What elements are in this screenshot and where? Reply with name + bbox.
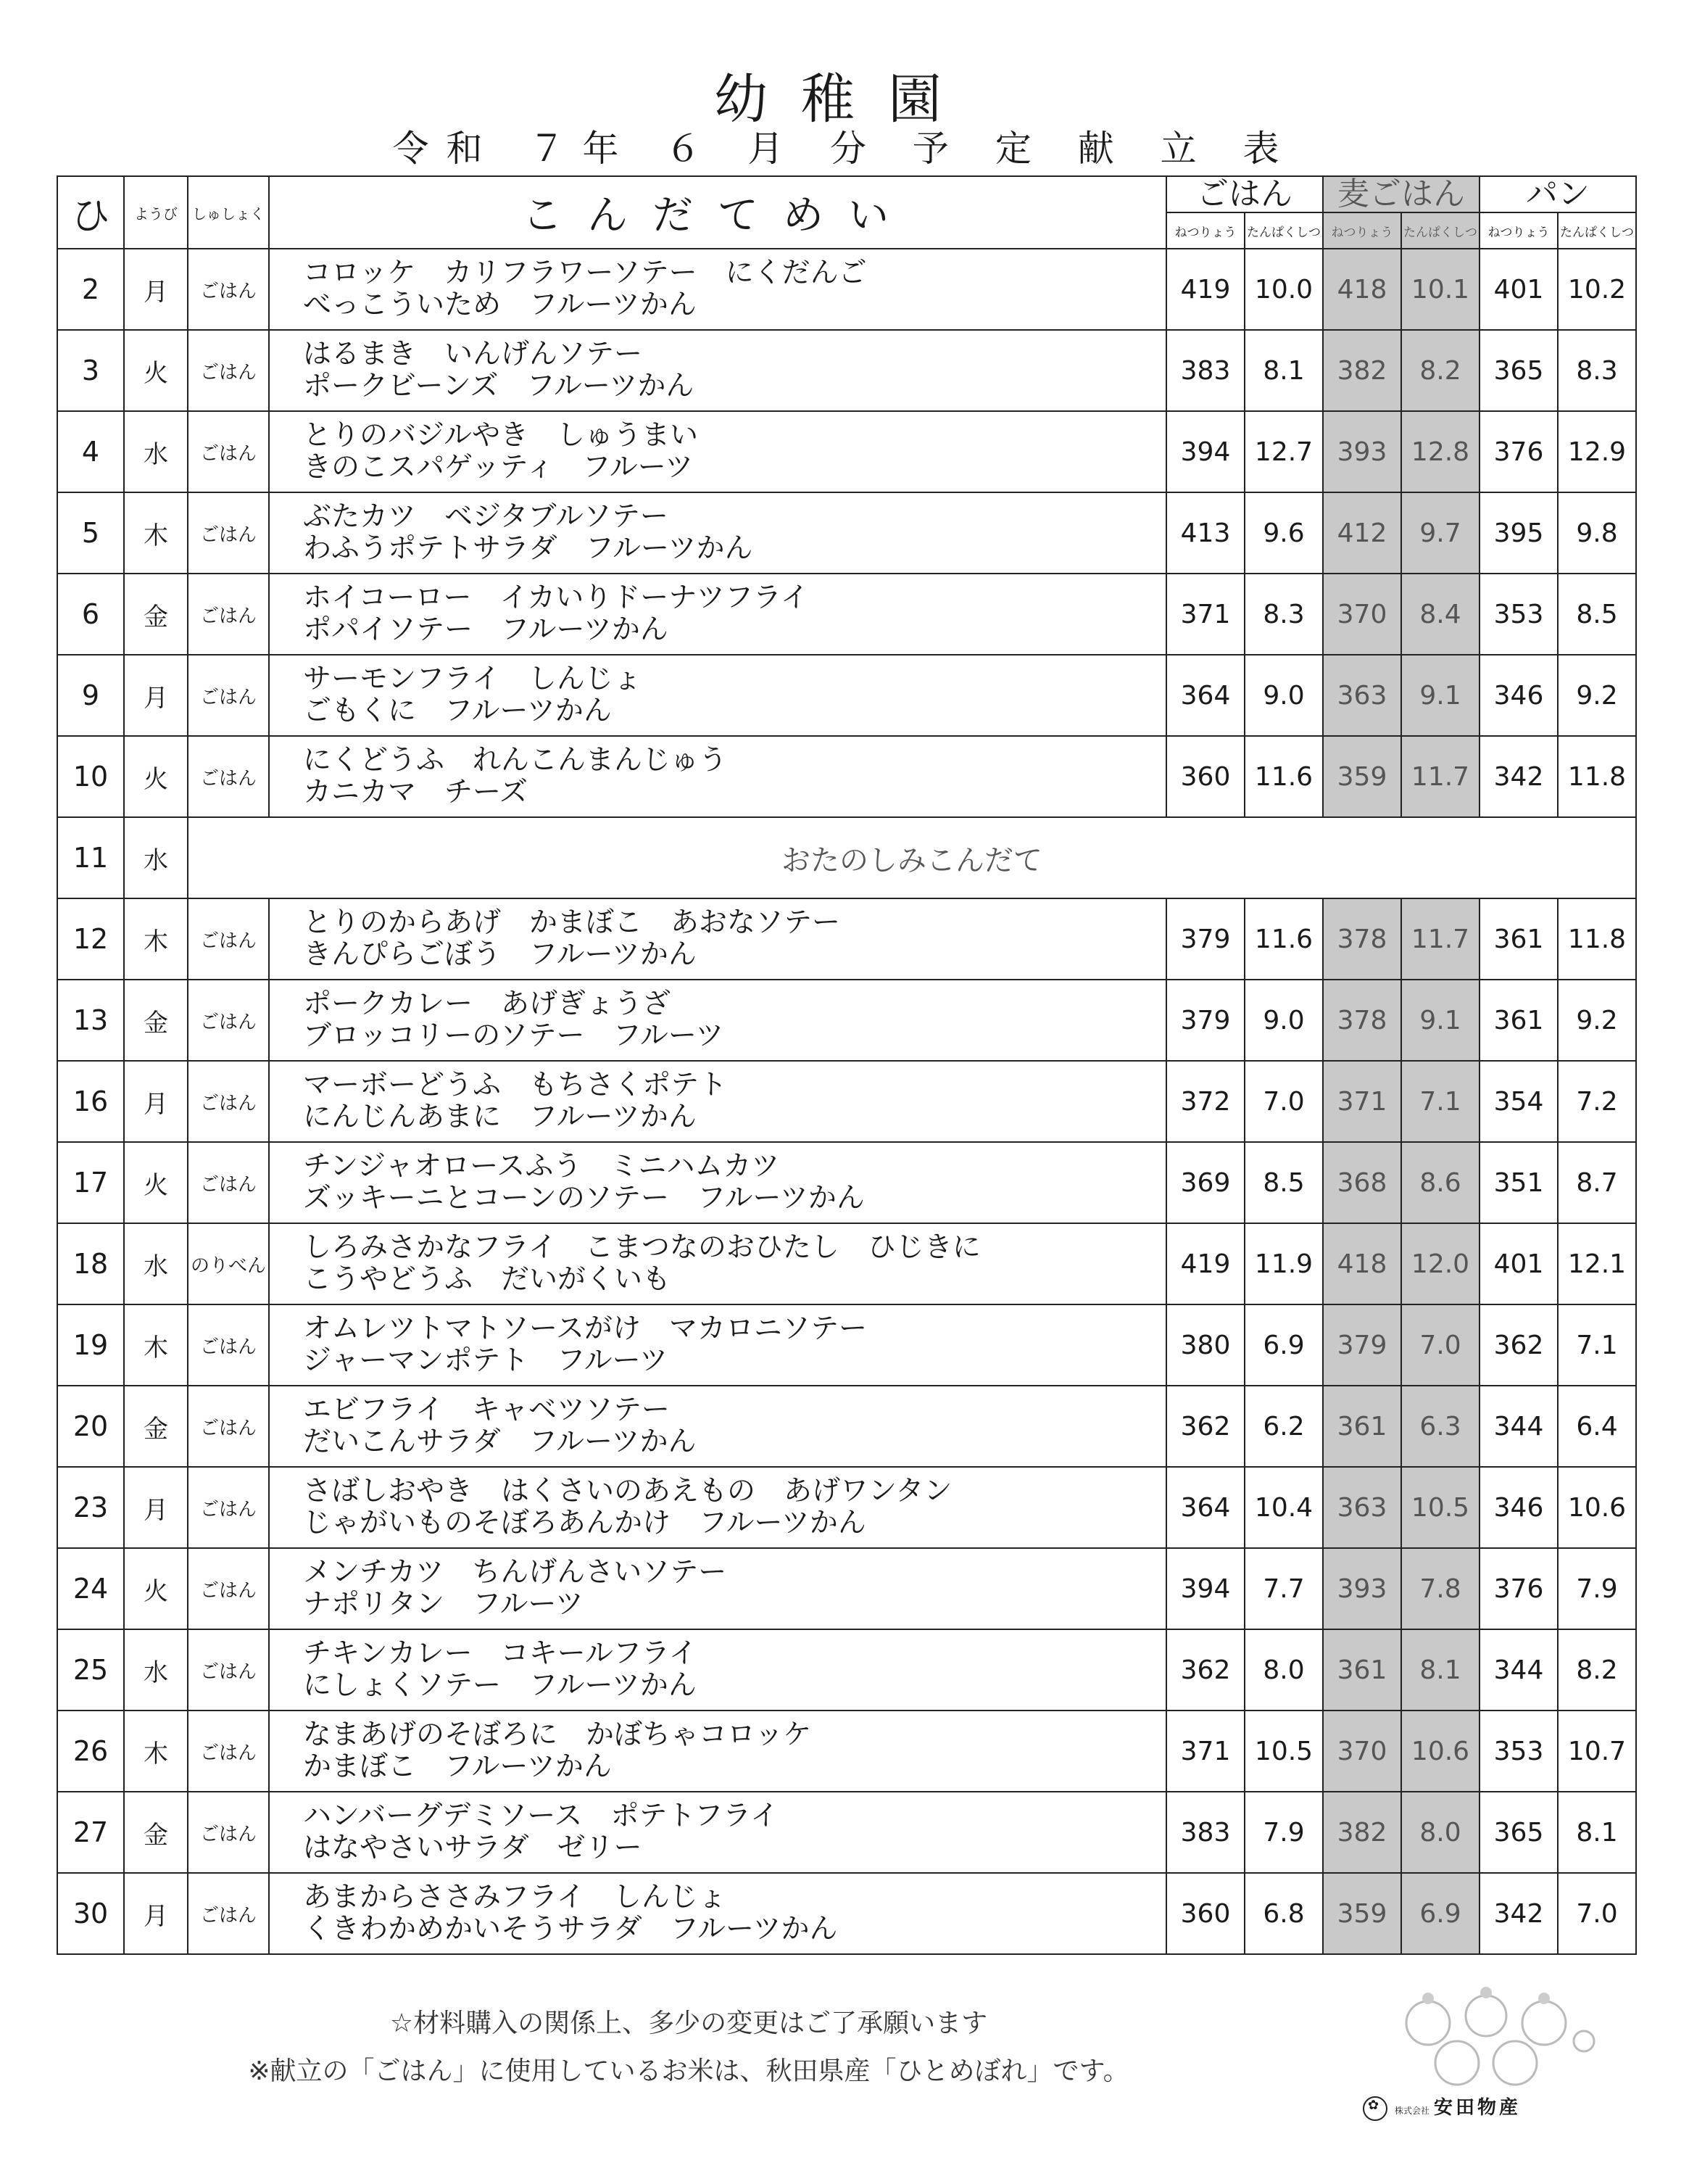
barley-energy-cell: 359 xyxy=(1323,1873,1401,1954)
bread-protein-cell: 10.7 xyxy=(1558,1711,1636,1792)
rice-energy-cell: 371 xyxy=(1166,574,1245,655)
barley-energy-cell: 418 xyxy=(1323,249,1401,330)
weekday-cell: 水 xyxy=(124,817,188,898)
rice-energy-cell: 372 xyxy=(1166,1061,1245,1142)
header-staple: しゅしょく xyxy=(188,176,269,249)
staple-cell: のりべん xyxy=(188,1223,269,1304)
header-day: ひ xyxy=(57,176,124,249)
barley-protein-cell: 8.6 xyxy=(1401,1142,1480,1223)
rice-energy-cell: 380 xyxy=(1166,1304,1245,1386)
menu-cell: コロッケ カリフラワーソテー にくだんご べっこういため フルーツかん xyxy=(269,249,1166,330)
menu-cell: しろみさかなフライ こまつなのおひたし ひじきに こうやどうふ だいがくいも xyxy=(269,1223,1166,1304)
bread-energy-cell: 353 xyxy=(1480,574,1558,655)
header-energy: ねつりょう xyxy=(1166,212,1245,249)
rice-protein-cell: 11.6 xyxy=(1245,898,1323,980)
rice-energy-cell: 413 xyxy=(1166,492,1245,574)
day-cell: 20 xyxy=(57,1386,124,1467)
bread-energy-cell: 365 xyxy=(1480,330,1558,411)
barley-energy-cell: 363 xyxy=(1323,655,1401,736)
bread-protein-cell: 9.8 xyxy=(1558,492,1636,574)
day-cell: 19 xyxy=(57,1304,124,1386)
rice-protein-cell: 6.8 xyxy=(1245,1873,1323,1954)
day-cell: 17 xyxy=(57,1142,124,1223)
staple-cell: ごはん xyxy=(188,1142,269,1223)
rice-energy-cell: 383 xyxy=(1166,330,1245,411)
staple-cell: ごはん xyxy=(188,1304,269,1386)
bread-protein-cell: 11.8 xyxy=(1558,736,1636,817)
barley-energy-cell: 418 xyxy=(1323,1223,1401,1304)
bread-energy-cell: 342 xyxy=(1480,1873,1558,1954)
rice-protein-cell: 7.7 xyxy=(1245,1548,1323,1629)
table-row xyxy=(57,330,1636,411)
rice-protein-cell: 7.0 xyxy=(1245,1061,1323,1142)
barley-energy-cell: 361 xyxy=(1323,1386,1401,1467)
bread-energy-cell: 401 xyxy=(1480,1223,1558,1304)
bread-energy-cell: 346 xyxy=(1480,655,1558,736)
rice-energy-cell: 383 xyxy=(1166,1792,1245,1873)
rice-protein-cell: 9.0 xyxy=(1245,980,1323,1061)
day-cell: 13 xyxy=(57,980,124,1061)
table-row xyxy=(57,817,1636,898)
bread-energy-cell: 401 xyxy=(1480,249,1558,330)
menu-cell: ハンバーグデミソース ポテトフライ はなやさいサラダ ゼリー xyxy=(269,1792,1166,1873)
bread-protein-cell: 12.1 xyxy=(1558,1223,1636,1304)
table-row xyxy=(57,1467,1636,1548)
barley-energy-cell: 379 xyxy=(1323,1304,1401,1386)
weekday-cell: 金 xyxy=(124,1386,188,1467)
staple-cell: ごはん xyxy=(188,411,269,492)
bread-energy-cell: 361 xyxy=(1480,898,1558,980)
table-row xyxy=(57,736,1636,817)
rice-protein-cell: 10.0 xyxy=(1245,249,1323,330)
bread-energy-cell: 376 xyxy=(1480,411,1558,492)
header-barley-rice: 麦ごはん xyxy=(1323,176,1480,212)
rice-protein-cell: 6.9 xyxy=(1245,1304,1323,1386)
bread-protein-cell: 10.2 xyxy=(1558,249,1636,330)
barley-energy-cell: 368 xyxy=(1323,1142,1401,1223)
rice-energy-cell: 364 xyxy=(1166,655,1245,736)
barley-protein-cell: 12.8 xyxy=(1401,411,1480,492)
company-name: ✿株式会社 安田物産 xyxy=(1363,2093,1521,2121)
rice-protein-cell: 6.2 xyxy=(1245,1386,1323,1467)
rice-energy-cell: 360 xyxy=(1166,736,1245,817)
bread-energy-cell: 354 xyxy=(1480,1061,1558,1142)
bread-protein-cell: 10.6 xyxy=(1558,1467,1636,1548)
rice-energy-cell: 394 xyxy=(1166,411,1245,492)
barley-energy-cell: 363 xyxy=(1323,1467,1401,1548)
header-energy: ねつりょう xyxy=(1323,212,1401,249)
bread-protein-cell: 9.2 xyxy=(1558,980,1636,1061)
rice-protein-cell: 8.1 xyxy=(1245,330,1323,411)
rice-energy-cell: 362 xyxy=(1166,1629,1245,1711)
menu-cell: マーボーどうふ もちさくポテト にんじんあまに フルーツかん xyxy=(269,1061,1166,1142)
barley-protein-cell: 7.8 xyxy=(1401,1548,1480,1629)
staple-cell: ごはん xyxy=(188,1386,269,1467)
table-row xyxy=(57,1142,1636,1223)
bread-protein-cell: 6.4 xyxy=(1558,1386,1636,1467)
staple-cell: ごはん xyxy=(188,980,269,1061)
header-protein: たんぱくしつ xyxy=(1558,212,1636,249)
barley-energy-cell: 371 xyxy=(1323,1061,1401,1142)
staple-cell: ごはん xyxy=(188,574,269,655)
barley-protein-cell: 11.7 xyxy=(1401,736,1480,817)
rice-protein-cell: 8.5 xyxy=(1245,1142,1323,1223)
barley-protein-cell: 12.0 xyxy=(1401,1223,1480,1304)
weekday-cell: 木 xyxy=(124,1711,188,1792)
menu-cell: オムレツトマトソースがけ マカロニソテー ジャーマンポテト フルーツ xyxy=(269,1304,1166,1386)
day-cell: 4 xyxy=(57,411,124,492)
day-cell: 3 xyxy=(57,330,124,411)
bread-energy-cell: 365 xyxy=(1480,1792,1558,1873)
note-material: ☆材料購入の関係上、多少の変更はご了承願います xyxy=(389,2009,988,2038)
rice-energy-cell: 419 xyxy=(1166,1223,1245,1304)
day-cell: 26 xyxy=(57,1711,124,1792)
bread-energy-cell: 353 xyxy=(1480,1711,1558,1792)
menu-cell: ぶたカツ ベジタブルソテー わふうポテトサラダ フルーツかん xyxy=(269,492,1166,574)
weekday-cell: 水 xyxy=(124,411,188,492)
day-cell: 16 xyxy=(57,1061,124,1142)
menu-cell: チンジャオロースふう ミニハムカツ ズッキーニとコーンのソテー フルーツかん xyxy=(269,1142,1166,1223)
barley-energy-cell: 370 xyxy=(1323,574,1401,655)
bread-energy-cell: 342 xyxy=(1480,736,1558,817)
menu-cell: サーモンフライ しんじょ ごもくに フルーツかん xyxy=(269,655,1166,736)
weekday-cell: 木 xyxy=(124,898,188,980)
barley-protein-cell: 10.5 xyxy=(1401,1467,1480,1548)
table-row xyxy=(57,1711,1636,1792)
barley-protein-cell: 10.6 xyxy=(1401,1711,1480,1792)
bread-protein-cell: 7.0 xyxy=(1558,1873,1636,1954)
bread-protein-cell: 8.2 xyxy=(1558,1629,1636,1711)
barley-energy-cell: 393 xyxy=(1323,1548,1401,1629)
menu-cell: ホイコーロー イカいりドーナツフライ ポパイソテー フルーツかん xyxy=(269,574,1166,655)
menu-cell: チキンカレー コキールフライ にしょくソテー フルーツかん xyxy=(269,1629,1166,1711)
weekday-cell: 木 xyxy=(124,1304,188,1386)
menu-cell: とりのからあげ かまぼこ あおなソテー きんぴらごぼう フルーツかん xyxy=(269,898,1166,980)
staple-cell: ごはん xyxy=(188,1792,269,1873)
page-title: 幼稚園 xyxy=(714,68,975,131)
menu-body xyxy=(57,249,1636,1954)
weekday-cell: 月 xyxy=(124,655,188,736)
staple-cell: ごはん xyxy=(188,655,269,736)
table-row xyxy=(57,1304,1636,1386)
table-row xyxy=(57,249,1636,330)
menu-cell: にくどうふ れんこんまんじゅう カニカマ チーズ xyxy=(269,736,1166,817)
bread-protein-cell: 8.5 xyxy=(1558,574,1636,655)
table-row xyxy=(57,492,1636,574)
bread-protein-cell: 7.2 xyxy=(1558,1061,1636,1142)
header-rice: ごはん xyxy=(1166,176,1323,212)
bread-protein-cell: 11.8 xyxy=(1558,898,1636,980)
table-row xyxy=(57,1792,1636,1873)
weekday-cell: 火 xyxy=(124,1142,188,1223)
special-menu-cell: おたのしみこんだて xyxy=(188,817,1636,898)
barley-protein-cell: 6.9 xyxy=(1401,1873,1480,1954)
weekday-cell: 月 xyxy=(124,1873,188,1954)
staple-cell: ごはん xyxy=(188,249,269,330)
rice-protein-cell: 10.4 xyxy=(1245,1467,1323,1548)
day-cell: 27 xyxy=(57,1792,124,1873)
rice-protein-cell: 9.6 xyxy=(1245,492,1323,574)
rice-protein-cell: 11.9 xyxy=(1245,1223,1323,1304)
day-cell: 2 xyxy=(57,249,124,330)
day-cell: 18 xyxy=(57,1223,124,1304)
barley-energy-cell: 378 xyxy=(1323,898,1401,980)
table-row xyxy=(57,1548,1636,1629)
rice-energy-cell: 419 xyxy=(1166,249,1245,330)
barley-protein-cell: 11.7 xyxy=(1401,898,1480,980)
day-cell: 9 xyxy=(57,655,124,736)
table-row xyxy=(57,655,1636,736)
day-cell: 30 xyxy=(57,1873,124,1954)
menu-cell: さばしおやき はくさいのあえもの あげワンタン じゃがいものそぼろあんかけ フルーツかん xyxy=(269,1467,1166,1548)
barley-energy-cell: 382 xyxy=(1323,330,1401,411)
day-cell: 24 xyxy=(57,1548,124,1629)
menu-cell: ポークカレー あげぎょうざ ブロッコリーのソテー フルーツ xyxy=(269,980,1166,1061)
company-logo-icon xyxy=(1363,2096,1387,2121)
menu-table xyxy=(57,175,1637,1955)
barley-protein-cell: 8.4 xyxy=(1401,574,1480,655)
weekday-cell: 金 xyxy=(124,980,188,1061)
bread-energy-cell: 362 xyxy=(1480,1304,1558,1386)
barley-protein-cell: 8.1 xyxy=(1401,1629,1480,1711)
staple-cell: ごはん xyxy=(188,492,269,574)
barley-energy-cell: 412 xyxy=(1323,492,1401,574)
barley-protein-cell: 8.0 xyxy=(1401,1792,1480,1873)
barley-protein-cell: 7.1 xyxy=(1401,1061,1480,1142)
staple-cell: ごはん xyxy=(188,1711,269,1792)
header-menu: こんだてめい xyxy=(269,176,1166,249)
rice-protein-cell: 8.3 xyxy=(1245,574,1323,655)
staple-cell: ごはん xyxy=(188,1061,269,1142)
weekday-cell: 水 xyxy=(124,1223,188,1304)
weekday-cell: 火 xyxy=(124,330,188,411)
barley-protein-cell: 9.1 xyxy=(1401,980,1480,1061)
menu-cell: はるまき いんげんソテー ポークビーンズ フルーツかん xyxy=(269,330,1166,411)
table-row xyxy=(57,1061,1636,1142)
bread-energy-cell: 351 xyxy=(1480,1142,1558,1223)
bread-protein-cell: 8.3 xyxy=(1558,330,1636,411)
barley-energy-cell: 393 xyxy=(1323,411,1401,492)
weekday-cell: 月 xyxy=(124,1467,188,1548)
header-energy: ねつりょう xyxy=(1480,212,1558,249)
day-cell: 10 xyxy=(57,736,124,817)
table-row xyxy=(57,411,1636,492)
bread-energy-cell: 361 xyxy=(1480,980,1558,1061)
barley-protein-cell: 8.2 xyxy=(1401,330,1480,411)
header-bread: パン xyxy=(1480,176,1636,212)
barley-protein-cell: 9.7 xyxy=(1401,492,1480,574)
day-cell: 23 xyxy=(57,1467,124,1548)
bread-energy-cell: 344 xyxy=(1480,1629,1558,1711)
staple-cell: ごはん xyxy=(188,1629,269,1711)
weekday-cell: 水 xyxy=(124,1629,188,1711)
page-subtitle: 令和 ７年 ６ 月 分 予 定 献 立 表 xyxy=(392,128,1297,170)
rice-protein-cell: 8.0 xyxy=(1245,1629,1323,1711)
weekday-cell: 月 xyxy=(124,249,188,330)
rice-protein-cell: 7.9 xyxy=(1245,1792,1323,1873)
table-row xyxy=(57,1386,1636,1467)
barley-energy-cell: 378 xyxy=(1323,980,1401,1061)
menu-cell: とりのバジルやき しゅうまい きのこスパゲッティ フルーツ xyxy=(269,411,1166,492)
table-row xyxy=(57,1223,1636,1304)
bread-protein-cell: 7.9 xyxy=(1558,1548,1636,1629)
barley-energy-cell: 361 xyxy=(1323,1629,1401,1711)
bread-energy-cell: 376 xyxy=(1480,1548,1558,1629)
header-protein: たんぱくしつ xyxy=(1401,212,1480,249)
barley-protein-cell: 6.3 xyxy=(1401,1386,1480,1467)
barley-energy-cell: 370 xyxy=(1323,1711,1401,1792)
table-row xyxy=(57,1629,1636,1711)
weekday-cell: 金 xyxy=(124,574,188,655)
rice-energy-cell: 369 xyxy=(1166,1142,1245,1223)
menu-cell: エビフライ キャベツソテー だいこんサラダ フルーツかん xyxy=(269,1386,1166,1467)
menu-cell: なまあげのそぼろに かぼちゃコロッケ かまぼこ フルーツかん xyxy=(269,1711,1166,1792)
menu-cell: メンチカツ ちんげんさいソテー ナポリタン フルーツ xyxy=(269,1548,1166,1629)
rice-energy-cell: 379 xyxy=(1166,980,1245,1061)
bread-protein-cell: 8.1 xyxy=(1558,1792,1636,1873)
staple-cell: ごはん xyxy=(188,1548,269,1629)
header-weekday: ようび xyxy=(124,176,188,249)
staple-cell: ごはん xyxy=(188,330,269,411)
weekday-cell: 木 xyxy=(124,492,188,574)
bread-protein-cell: 7.1 xyxy=(1558,1304,1636,1386)
rice-energy-cell: 371 xyxy=(1166,1711,1245,1792)
rice-energy-cell: 394 xyxy=(1166,1548,1245,1629)
rice-protein-cell: 11.6 xyxy=(1245,736,1323,817)
weekday-cell: 火 xyxy=(124,1548,188,1629)
rice-energy-cell: 360 xyxy=(1166,1873,1245,1954)
barley-energy-cell: 359 xyxy=(1323,736,1401,817)
barley-protein-cell: 10.1 xyxy=(1401,249,1480,330)
header-protein: たんぱくしつ xyxy=(1245,212,1323,249)
barley-protein-cell: 9.1 xyxy=(1401,655,1480,736)
table-row xyxy=(57,898,1636,980)
bread-protein-cell: 8.7 xyxy=(1558,1142,1636,1223)
day-cell: 5 xyxy=(57,492,124,574)
rice-protein-cell: 9.0 xyxy=(1245,655,1323,736)
barley-protein-cell: 7.0 xyxy=(1401,1304,1480,1386)
day-cell: 25 xyxy=(57,1629,124,1711)
table-row xyxy=(57,1873,1636,1954)
staple-cell: ごはん xyxy=(188,1873,269,1954)
rice-energy-cell: 362 xyxy=(1166,1386,1245,1467)
menu-cell: あまからささみフライ しんじょ くきわかめかいそうサラダ フルーツかん xyxy=(269,1873,1166,1954)
bread-energy-cell: 346 xyxy=(1480,1467,1558,1548)
day-cell: 6 xyxy=(57,574,124,655)
staple-cell: ごはん xyxy=(188,898,269,980)
barley-energy-cell: 382 xyxy=(1323,1792,1401,1873)
rice-protein-cell: 10.5 xyxy=(1245,1711,1323,1792)
rice-energy-cell: 379 xyxy=(1166,898,1245,980)
bread-energy-cell: 395 xyxy=(1480,492,1558,574)
weekday-cell: 金 xyxy=(124,1792,188,1873)
bread-energy-cell: 344 xyxy=(1480,1386,1558,1467)
rice-energy-cell: 364 xyxy=(1166,1467,1245,1548)
rice-protein-cell: 12.7 xyxy=(1245,411,1323,492)
note-rice: ※献立の「ごはん」に使用しているお米は、秋田県産「ひとめぼれ」です。 xyxy=(248,2056,1129,2086)
table-row xyxy=(57,980,1636,1061)
weekday-cell: 月 xyxy=(124,1061,188,1142)
day-cell: 12 xyxy=(57,898,124,980)
day-cell: 11 xyxy=(57,817,124,898)
staple-cell: ごはん xyxy=(188,1467,269,1548)
bread-protein-cell: 12.9 xyxy=(1558,411,1636,492)
weekday-cell: 火 xyxy=(124,736,188,817)
bread-protein-cell: 9.2 xyxy=(1558,655,1636,736)
table-row xyxy=(57,574,1636,655)
mascot-illustration xyxy=(1377,1972,1609,2096)
staple-cell: ごはん xyxy=(188,736,269,817)
